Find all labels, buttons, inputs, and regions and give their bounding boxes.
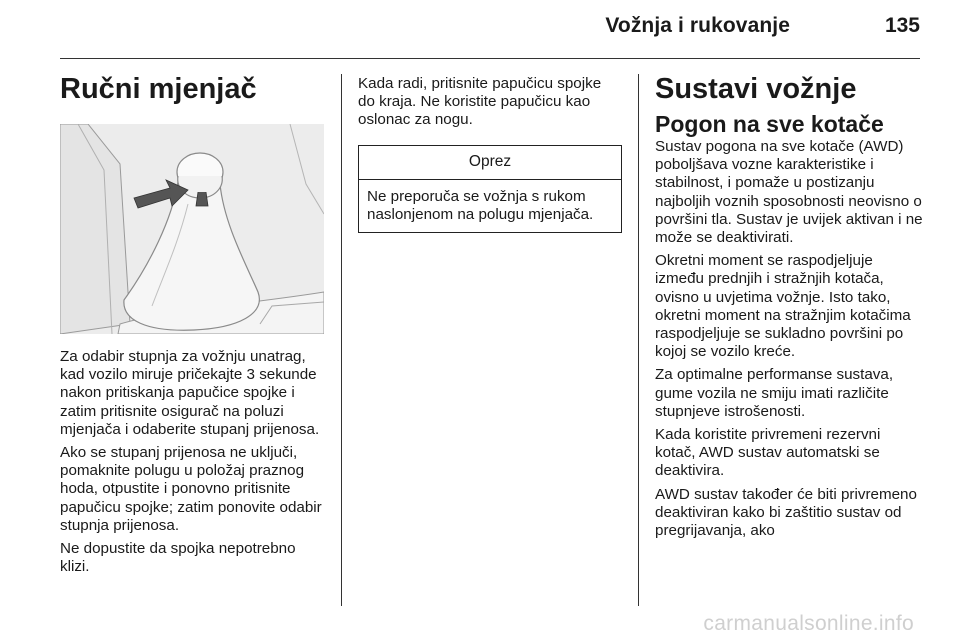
watermark: carmanualsonline.info	[703, 612, 914, 635]
paragraph-reverse-gear: Za odabir stupnja za vožnju unatrag, kad vozilo miruje pričekajte 3 sekunde nakon pritiskanja papučice spojke i zatim pritisnite osigurač na poluzi mjenjača i odaberite stupanj prijenosa.	[60, 348, 320, 438]
page-header-title: Vožnja i rukovanje	[605, 14, 790, 37]
column-divider-right	[638, 74, 639, 606]
paragraph-torque-distribution: Okretni moment se raspodjeljuje između prednjih i stražnjih kotača, ovisno u uvjetima vožnje. Isto tako, okretni moment na stražnjim kotačima raspodjeljuje se sukladno površini po kojoj se vozilo kreće.	[655, 252, 911, 361]
paragraph-spare-wheel: Kada koristite privremeni rezervni kotač, AWD sustav automatski se deaktivira.	[655, 426, 881, 480]
paragraph-awd-intro: Sustav pogona na sve kotače (AWD) poboljšava vozne karakteristike i stabilnost, i pomaže u postizanju najboljih voznih sposobnosti neovisno o površini tla. Sustav je uvijek aktivan i ne može se deaktivirati.	[655, 138, 923, 247]
caution-text: Ne preporuča se vožnja s rukom naslonjenom na polugu mjenjača.	[367, 187, 594, 223]
paragraph-clutch-pedal: Kada radi, pritisnite papučicu spojke do kraja. Ne koristite papučicu kao oslonac za nogu.	[358, 75, 602, 129]
column-divider-left	[341, 74, 342, 606]
header-rule	[60, 58, 920, 59]
caution-box	[358, 145, 622, 233]
section-heading-manual-transmission: Ručni mjenjač	[60, 73, 257, 105]
gear-lever-drawing	[60, 124, 324, 334]
subheading-all-wheel-drive: Pogon na sve kotače	[655, 111, 884, 137]
paragraph-gear-not-engaging: Ako se stupanj prijenosa ne uključi, pomaknite polugu u položaj praznog hoda, otpustite i ponovno pritisnite papučicu spojke; zatim ponovite odabir stupnja prijenosa.	[60, 444, 322, 534]
gear-shift-illustration	[60, 124, 324, 334]
paragraph-overheat-protection: AWD sustav također će biti privremeno deaktiviran kako bi zaštitio sustav od pregrijavanja, ako	[655, 485, 917, 540]
paragraph-tyre-wear: Za optimalne performanse sustava, gume vozila ne smiju imati različite stupnjeve istrošenosti.	[655, 366, 894, 420]
section-heading-drive-systems: Sustavi vožnje	[655, 73, 857, 105]
column-drive-systems	[655, 70, 923, 545]
page-number: 135	[884, 14, 920, 37]
caution-title: Oprez	[359, 146, 621, 180]
column-clutch-note	[358, 75, 622, 233]
paragraph-clutch-slip: Ne dopustite da spojka nepotrebno klizi.	[60, 540, 296, 576]
column-manual-transmission	[60, 70, 326, 581]
